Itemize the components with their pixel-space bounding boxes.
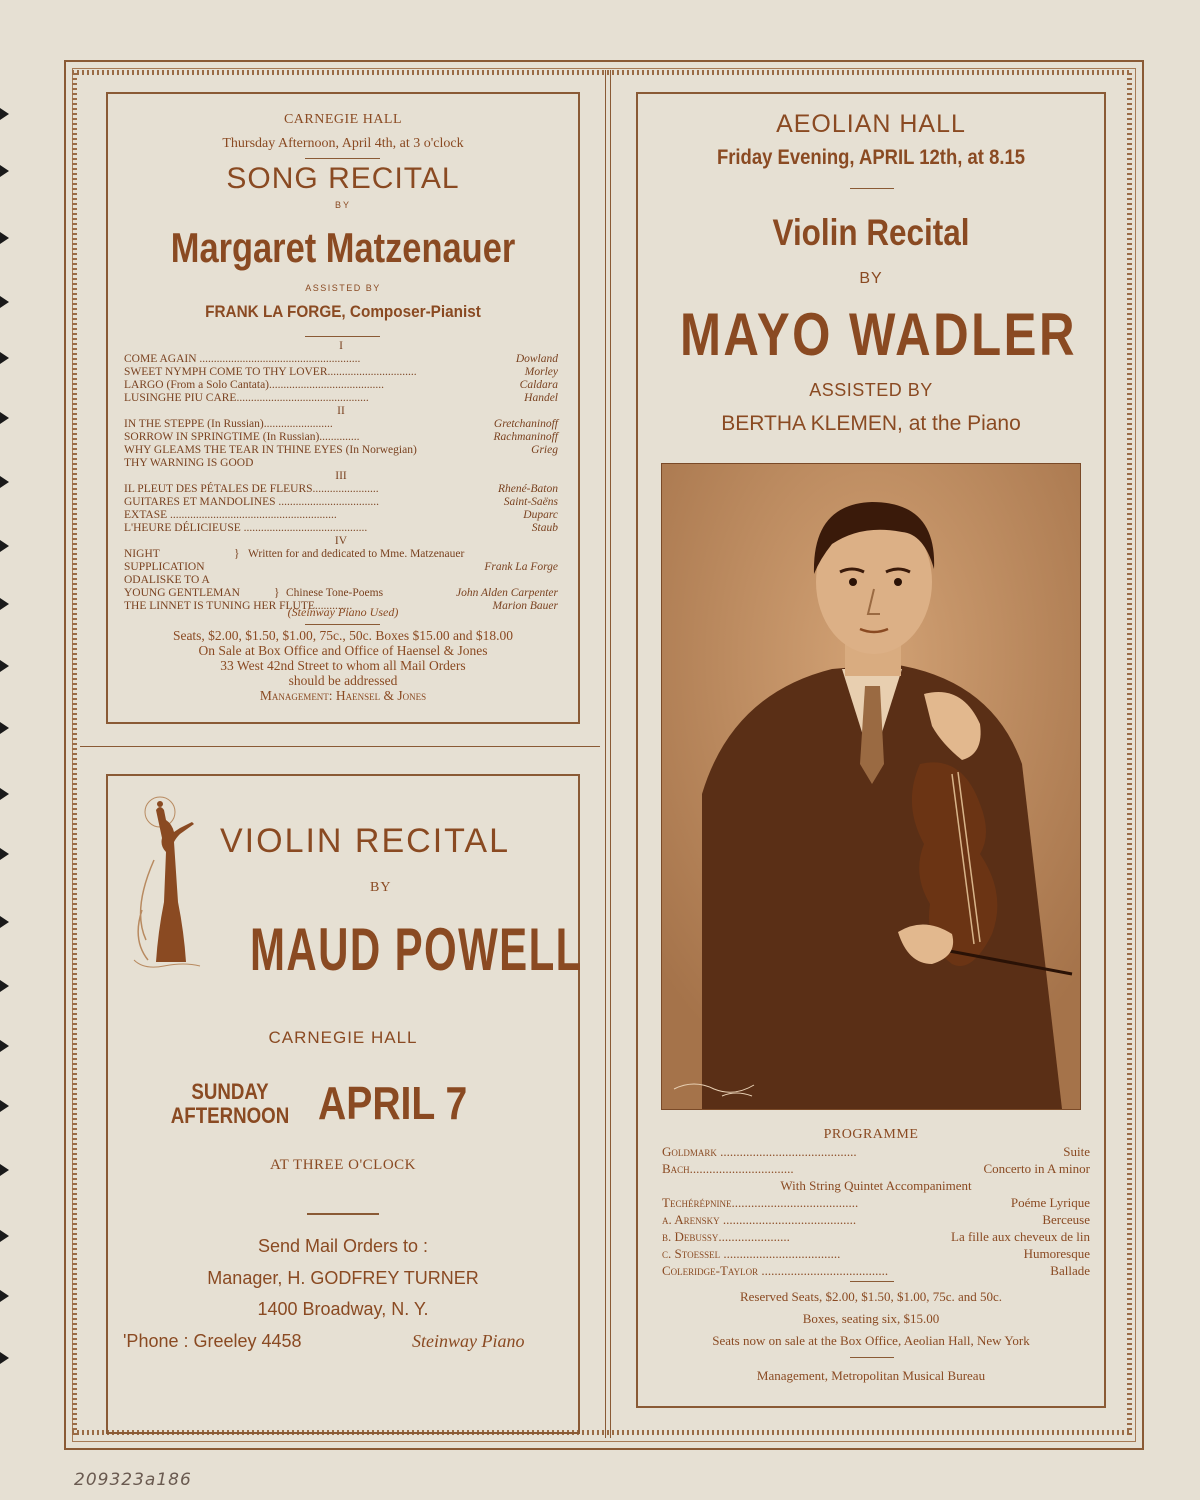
programme-item (124, 457, 558, 470)
column-divider (605, 70, 611, 1438)
song-composer: Rhené-Baton (497, 483, 558, 495)
seat-prices: Seats, $2.00, $1.50, $1.00, 75c., 50c. Boxes $15.00 and $18.00 (172, 628, 514, 643)
song-title: LARGO (From a Solo Cantata)........................................ (124, 379, 385, 391)
piano-note: Steinway Piano (412, 1331, 525, 1351)
recital-heading: Violin Recital (772, 212, 970, 253)
address-info: 33 West 42nd Street to whom all Mail Orders (220, 658, 466, 673)
box-prices: Boxes, seating six, $15.00 (802, 1311, 940, 1326)
assisted-label: ASSISTED BY (809, 380, 933, 400)
song-title: YOUNG GENTLEMAN (124, 587, 240, 599)
group-numeral: III (335, 470, 347, 482)
piano-note: (Steinway Piano Used) (287, 605, 399, 619)
mail-orders: Send Mail Orders to : (257, 1236, 429, 1256)
manager-address: 1400 Broadway, N. Y. (257, 1299, 429, 1319)
edge-perforation (0, 296, 9, 308)
programme-item (662, 1178, 1090, 1195)
day-line: SUNDAY (191, 1079, 269, 1104)
programme-item (124, 379, 558, 392)
day-line: AFTERNOON (170, 1103, 290, 1128)
edge-perforation (0, 916, 9, 928)
ticket-info (108, 628, 578, 703)
edge-perforation (0, 1290, 9, 1302)
mail-info: should be addressed (288, 673, 398, 688)
song-composer: Rachmaninoff (493, 431, 558, 443)
portrait-photo (661, 463, 1081, 1110)
work: Berceuse (1042, 1212, 1090, 1227)
song-composer: Grieg (531, 444, 558, 456)
song-composer: Frank La Forge (484, 561, 558, 573)
seat-prices: Reserved Seats, $2.00, $1.50, $1.00, 75c. and 50c. (739, 1289, 1003, 1304)
artist-name: Margaret Matzenauer (170, 224, 516, 271)
song-composer: Staub (531, 522, 558, 534)
edge-perforation (0, 540, 9, 552)
venue: AEOLIAN HALL (776, 110, 966, 138)
rule (307, 1213, 379, 1215)
song-title: COME AGAIN ........................................................ (124, 353, 361, 365)
edge-perforation (0, 980, 9, 992)
rule (305, 158, 380, 159)
recital-date: Thursday Afternoon, April 4th, at 3 o'clock (222, 136, 464, 151)
violinist-emblem-icon (126, 790, 216, 980)
composer: Techérépnine....................................... (662, 1195, 859, 1210)
brace-icon: } (234, 548, 240, 560)
rule (305, 336, 380, 337)
group-numeral: I (339, 340, 343, 352)
edge-perforation (0, 412, 9, 424)
work: Ballade (1050, 1263, 1090, 1278)
edge-perforation (0, 1100, 9, 1112)
song-note: Chinese Tone-Poems (286, 587, 384, 599)
composer: a. Arensky ......................................... (662, 1212, 857, 1227)
programme-item (124, 366, 558, 379)
song-composer: Handel (524, 392, 558, 404)
song-composer: Saint-Saëns (503, 496, 558, 508)
work: Poéme Lyrique (1010, 1195, 1090, 1210)
row-divider (80, 746, 600, 747)
programme-item (662, 1212, 1090, 1229)
edge-perforation (0, 108, 9, 120)
programme-item (124, 587, 558, 600)
recital-time: AT THREE O'CLOCK (270, 1157, 416, 1173)
programme-item (124, 353, 558, 366)
song-composer: Duparc (523, 509, 558, 521)
edge-perforation (0, 598, 9, 610)
song-title: SORROW IN SPRINGTIME (In Russian).............. (124, 431, 360, 443)
song-composer: Marion Bauer (492, 600, 558, 612)
recital-date: Friday Evening, APRIL 12th, at 8.15 (716, 146, 1026, 169)
song-title: EXTASE .......................................................... (124, 509, 337, 521)
work: Humoresque (1023, 1246, 1090, 1261)
catalog-number: 209323a186 (74, 1470, 192, 1490)
programme-item (124, 418, 558, 431)
venue: CARNEGIE HALL (283, 112, 403, 127)
song-programme (124, 340, 558, 613)
song-composer: Caldara (519, 379, 558, 391)
programme-title: PROGRAMME (823, 1127, 919, 1142)
sale-info: On Sale at Box Office and Office of Haensel & Jones (198, 643, 488, 658)
composer: b. Debussy...................... (662, 1229, 790, 1244)
artist-name: MAUD POWELL (250, 916, 583, 983)
song-title: GUITARES ET MANDOLINES ................................... (124, 496, 380, 508)
song-title: NIGHT (124, 548, 160, 560)
programme-item (662, 1246, 1090, 1263)
rule (305, 624, 380, 625)
edge-perforation (0, 660, 9, 672)
assistant-name: FRANK LA FORGE, Composer-Pianist (205, 302, 481, 321)
programme-item (124, 548, 558, 561)
violinist-portrait-icon (662, 464, 1080, 1109)
management: Management: Haensel & Jones (259, 688, 427, 703)
phone-number: 'Phone : Greeley 4458 (123, 1331, 302, 1351)
group-numeral: II (337, 405, 345, 417)
work-note: With String Quintet Accompaniment (780, 1178, 972, 1193)
work: Suite (1063, 1144, 1090, 1159)
programme-item (124, 444, 558, 457)
sale-info: Seats now on sale at the Box Office, Aeolian Hall, New York (712, 1333, 1030, 1348)
edge-perforation (0, 722, 9, 734)
composer: Bach................................ (662, 1161, 794, 1176)
programme-item (124, 574, 558, 587)
edge-perforation (0, 165, 9, 177)
recital-heading: VIOLIN RECITAL (220, 822, 510, 860)
rule (850, 1357, 894, 1358)
artist-name: MAYO WADLER (679, 301, 1077, 368)
song-title: THE LINNET IS TUNING HER FLUTE............. (124, 600, 353, 612)
song-title: IL PLEUT DES PÉTALES DE FLEURS....................... (124, 483, 379, 495)
dedication-note: Written for and dedicated to Mme. Matzenauer (248, 548, 465, 560)
manager-name: Manager, H. GODFREY TURNER (207, 1268, 479, 1288)
song-title: LUSINGHE PIU CARE.............................................. (124, 392, 369, 404)
programme-item (662, 1144, 1090, 1161)
programme-item (662, 1195, 1090, 1212)
programme-item (124, 483, 558, 496)
venue: CARNEGIE HALL (268, 1028, 418, 1047)
edge-perforation (0, 848, 9, 860)
edge-perforation (0, 788, 9, 800)
programme-item (124, 509, 558, 522)
recital-heading: SONG RECITAL (226, 162, 460, 195)
song-composer: Dowland (515, 353, 558, 365)
border-hatching (72, 70, 77, 1435)
group-numeral: IV (334, 535, 348, 547)
song-composer: Gretchaninoff (493, 418, 558, 430)
programme-item (124, 522, 558, 535)
assistant-name: BERTHA KLEMEN, at the Piano (721, 412, 1021, 435)
edge-perforation (0, 232, 9, 244)
composer: Coleridge-Taylor ....................................... (662, 1263, 889, 1278)
programme-item (124, 392, 558, 405)
by-label: BY (334, 200, 351, 210)
work: La fille aux cheveux de lin (951, 1229, 1090, 1244)
song-title: IN THE STEPPE (In Russian)........................ (124, 418, 333, 430)
edge-perforation (0, 1164, 9, 1176)
programme-item (124, 431, 558, 444)
programme-item (662, 1229, 1090, 1246)
edge-perforation (0, 476, 9, 488)
border-hatching (1127, 70, 1132, 1435)
assisted-label: ASSISTED BY (305, 283, 381, 293)
recital-date: APRIL 7 (318, 1077, 468, 1129)
brace-icon: } (274, 587, 280, 599)
programme-item (662, 1263, 1090, 1280)
edge-perforation (0, 1352, 9, 1364)
song-title: ODALISKE TO A (124, 574, 210, 586)
edge-perforation (0, 1040, 9, 1052)
programme-item (124, 496, 558, 509)
song-title: THY WARNING IS GOOD (124, 457, 254, 469)
song-composer: John Alden Carpenter (456, 587, 558, 599)
song-title: SUPPLICATION (124, 561, 205, 573)
rule (850, 188, 894, 189)
by-label: BY (859, 270, 883, 287)
song-title: L'HEURE DÉLICIEUSE ........................................... (124, 522, 368, 534)
wadler-programme (662, 1144, 1090, 1280)
work: Concerto in A minor (983, 1161, 1090, 1176)
rule (850, 1281, 894, 1282)
composer: c. Stoessel .................................... (662, 1246, 841, 1261)
management: Management, Metropolitan Musical Bureau (756, 1368, 986, 1383)
programme-item (124, 561, 558, 574)
recital-day (162, 1080, 298, 1128)
song-title: WHY GLEAMS THE TEAR IN THINE EYES (In Norwegian) (124, 444, 417, 456)
programme-item (662, 1161, 1090, 1178)
song-composer: Morley (524, 366, 558, 378)
by-label: BY (370, 880, 392, 895)
border-hatching (72, 70, 1132, 75)
edge-perforation (0, 352, 9, 364)
edge-perforation (0, 1230, 9, 1242)
composer: Goldmark .......................................... (662, 1144, 857, 1159)
song-title: SWEET NYMPH COME TO THY LOVER............................... (124, 366, 417, 378)
